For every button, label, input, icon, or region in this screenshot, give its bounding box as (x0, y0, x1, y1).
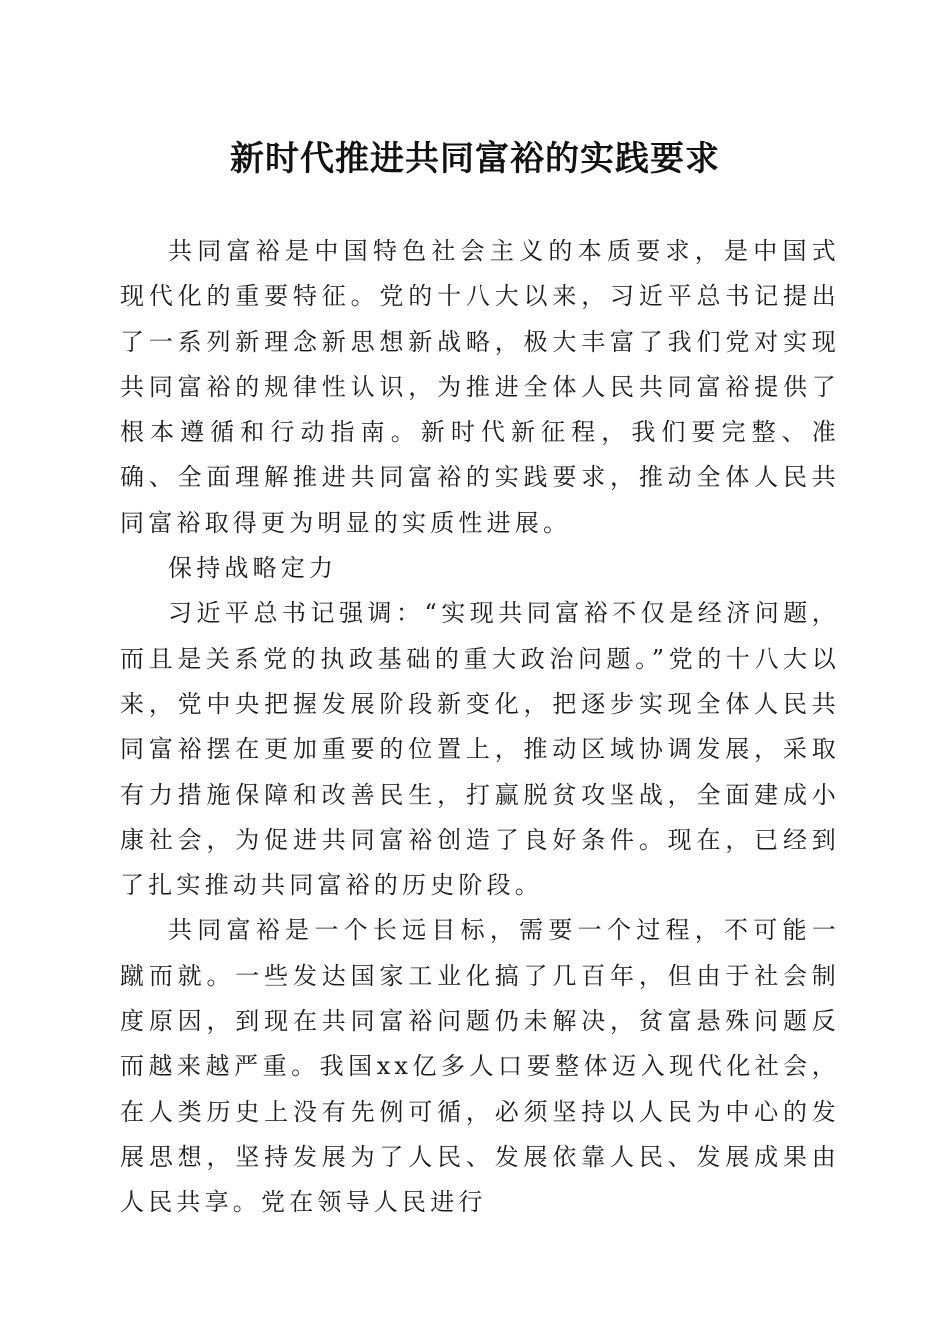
document-title: 新时代推进共同富裕的实践要求 (230, 139, 720, 179)
section-heading: 保持战略定力 (168, 554, 338, 583)
paragraph-long-term-goal: 共同富裕是一个长远目标，需要一个过程，不可能一蹴而就。一些发达国家工业化搞了几百年，但由于社会制度原因，到现在共同富裕问题仍未解决，贫富悬殊问题反而越来越严重。我国xx亿多人口要整体迈入现代化社会，在人类历史上没有先例可循，必须坚持以人民为中心的发展思想，坚持发展为了人民、发展依靠人民、发展成果由人民共享。党在领导人民进行 (120, 916, 840, 1217)
paragraph-quote: 习近平总书记强调：“实现共同富裕不仅是经济问题，而且是关系党的执政基础的重大政治问题。”党的十八大以来，党中央把握发展阶段新变化，把逐步实现全体人民共同富裕摆在更加重要的位置上，推动区域协调发展，采取有力措施保障和改善民生，打赢脱贫攻坚战，全面建成小康社会，为促进共同富裕创造了良好条件。现在，已经到了扎实推动共同富裕的历史阶段。 (120, 599, 840, 900)
document-body (120, 229, 840, 1226)
paragraph-intro: 共同富裕是中国特色社会主义的本质要求，是中国式现代化的重要特征。党的十八大以来，习近平总书记提出了一系列新理念新思想新战略，极大丰富了我们党对实现共同富裕的规律性认识，为推进全体人民共同富裕提供了根本遵循和行动指南。新时代新征程，我们要完整、准确、全面理解推进共同富裕的实践要求，推动全体人民共同富裕取得更为明显的实质性进展。 (120, 237, 840, 537)
